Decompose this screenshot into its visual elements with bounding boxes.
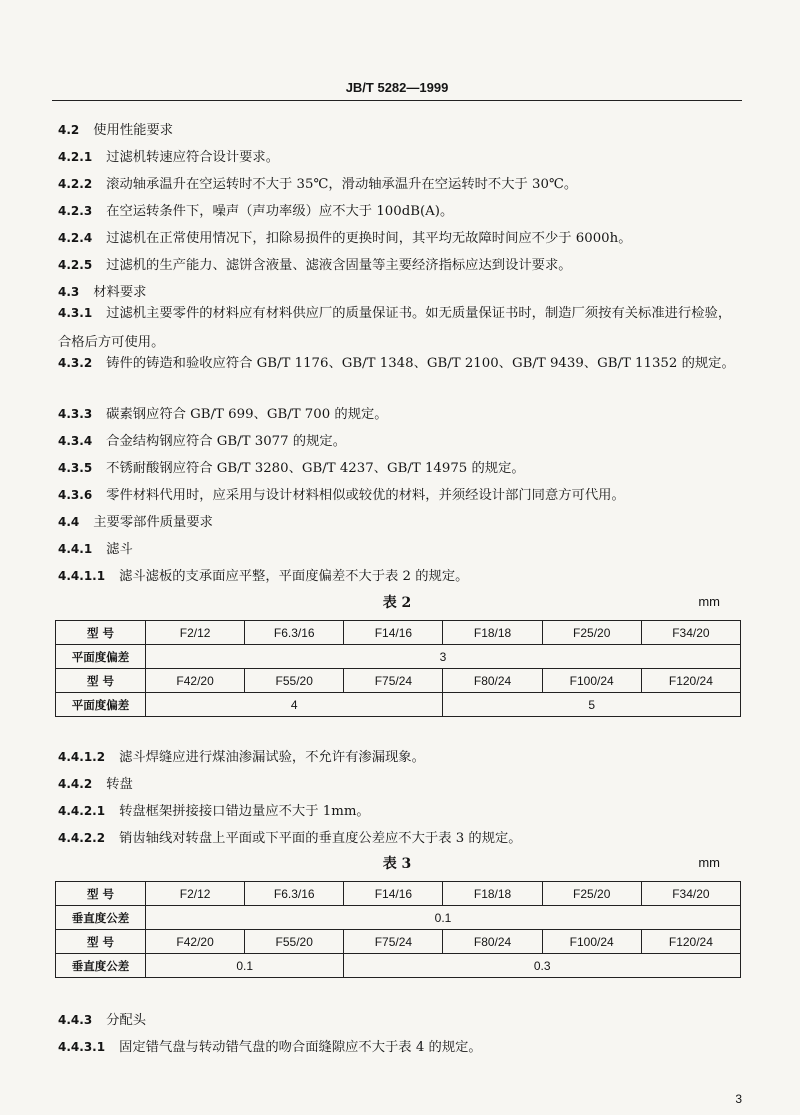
section-4-2-2: 4.2.2 滚动轴承温升在空运转时不大于 35℃，滑动轴承温升在空运转时不大于 30℃。 <box>58 177 578 192</box>
table-3-unit: mm <box>698 855 720 870</box>
table-3-caption: 表 3 <box>382 856 412 872</box>
section-4-2: 4.2 使用性能要求 <box>58 123 174 138</box>
model-cell: F2/12 <box>146 882 245 906</box>
section-4-4-3-1: 4.4.3.1 固定错气盘与转动错气盘的吻合面缝隙应不大于表 4 的规定。 <box>58 1040 482 1055</box>
section-4-4-1: 4.4.1 滤斗 <box>58 542 133 557</box>
section-4-2-5: 4.2.5 过滤机的生产能力、滤饼含液量、滤液含固量等主要经济指标应达到设计要求。 <box>58 258 572 273</box>
model-cell: F18/18 <box>443 882 542 906</box>
section-4-3: 4.3 材料要求 <box>58 285 147 300</box>
standard-header: JB/T 5282—1999 <box>345 80 449 95</box>
model-cell: F100/24 <box>542 930 641 954</box>
model-cell: F25/20 <box>542 882 641 906</box>
section-4-2-1: 4.2.1 过滤机转速应符合设计要求。 <box>58 150 280 165</box>
model-label: 型 号 <box>56 621 146 645</box>
model-cell: F42/20 <box>146 930 245 954</box>
section-4-3-3: 4.3.3 碳素钢应符合 GB/T 699、GB/T 700 的规定。 <box>58 407 388 422</box>
value-cell: 0.1 <box>146 954 344 978</box>
section-4-3-6: 4.3.6 零件材料代用时，应采用与设计材料相似或较优的材料，并须经设计部门同意方可代用。 <box>58 488 625 503</box>
flatness-label: 平面度偏差 <box>56 645 146 669</box>
model-cell: F6.3/16 <box>245 882 344 906</box>
model-cell: F120/24 <box>641 669 740 693</box>
table-row <box>56 645 741 669</box>
page-number: 3 <box>735 1092 742 1106</box>
model-label: 型 号 <box>56 669 146 693</box>
section-4-4-2-1: 4.4.2.1 转盘框架拼接接口错边量应不大于 1mm。 <box>58 804 370 819</box>
value-cell: 0.1 <box>146 906 741 930</box>
section-4-4-1-1: 4.4.1.1 滤斗滤板的支承面应平整，平面度偏差不大于表 2 的规定。 <box>58 569 469 584</box>
model-cell: F34/20 <box>641 882 740 906</box>
model-cell: F6.3/16 <box>245 621 344 645</box>
model-cell: F80/24 <box>443 669 542 693</box>
section-4-3-4: 4.3.4 合金结构钢应符合 GB/T 3077 的规定。 <box>58 434 346 449</box>
table-3 <box>55 881 741 978</box>
value-cell: 5 <box>443 693 741 717</box>
section-4-3-5: 4.3.5 不锈耐酸钢应符合 GB/T 3280、GB/T 4237、GB/T 14975 的规定。 <box>58 461 525 476</box>
section-4-2-3: 4.2.3 在空运转条件下，噪声（声功率级）应不大于 100dB(A)。 <box>58 204 454 219</box>
table-row <box>56 882 741 906</box>
section-4-4: 4.4 主要零部件质量要求 <box>58 515 213 530</box>
section-4-4-3: 4.4.3 分配头 <box>58 1013 147 1028</box>
section-4-4-2: 4.4.2 转盘 <box>58 777 133 792</box>
table-row <box>56 621 741 645</box>
section-4-4-1-2: 4.4.1.2 滤斗焊缝应进行煤油渗漏试验，不允许有渗漏现象。 <box>58 750 425 765</box>
model-cell: F25/20 <box>542 621 641 645</box>
perpendicularity-label: 垂直度公差 <box>56 954 146 978</box>
model-cell: F75/24 <box>344 669 443 693</box>
section-4-3-1: 4.3.1 过滤机主要零件的材料应有材料供应厂的质量保证书。如无质量保证书时，制造厂须按有关标准进行检验，合格后方可使用。 <box>58 306 732 350</box>
model-cell: F100/24 <box>542 669 641 693</box>
value-cell: 0.3 <box>344 954 741 978</box>
table-2 <box>55 620 741 717</box>
model-cell: F34/20 <box>641 621 740 645</box>
perpendicularity-label: 垂直度公差 <box>56 906 146 930</box>
model-cell: F120/24 <box>641 930 740 954</box>
model-cell: F14/16 <box>344 621 443 645</box>
table-row <box>56 669 741 693</box>
model-cell: F55/20 <box>245 669 344 693</box>
value-cell: 3 <box>146 645 741 669</box>
model-cell: F75/24 <box>344 930 443 954</box>
table-row <box>56 906 741 930</box>
model-label: 型 号 <box>56 930 146 954</box>
model-label: 型 号 <box>56 882 146 906</box>
table-2-caption: 表 2 <box>382 595 412 611</box>
model-cell: F80/24 <box>443 930 542 954</box>
table-row <box>56 954 741 978</box>
value-cell: 4 <box>146 693 443 717</box>
section-4-3-2: 4.3.2 铸件的铸造和验收应符合 GB/T 1176、GB/T 1348、GB/T 2100、GB/T 9439、GB/T 11352 的规定。 <box>58 356 735 371</box>
section-4-4-2-2: 4.4.2.2 销齿轴线对转盘上平面或下平面的垂直度公差应不大于表 3 的规定。 <box>58 831 522 846</box>
section-4-2-4: 4.2.4 过滤机在正常使用情况下，扣除易损件的更换时间，其平均无故障时间应不少于 6000h。 <box>58 231 632 246</box>
table-row <box>56 930 741 954</box>
table-2-unit: mm <box>698 594 720 609</box>
model-cell: F42/20 <box>146 669 245 693</box>
flatness-label: 平面度偏差 <box>56 693 146 717</box>
header-rule <box>52 100 742 101</box>
model-cell: F18/18 <box>443 621 542 645</box>
model-cell: F14/16 <box>344 882 443 906</box>
model-cell: F2/12 <box>146 621 245 645</box>
model-cell: F55/20 <box>245 930 344 954</box>
table-row <box>56 693 741 717</box>
